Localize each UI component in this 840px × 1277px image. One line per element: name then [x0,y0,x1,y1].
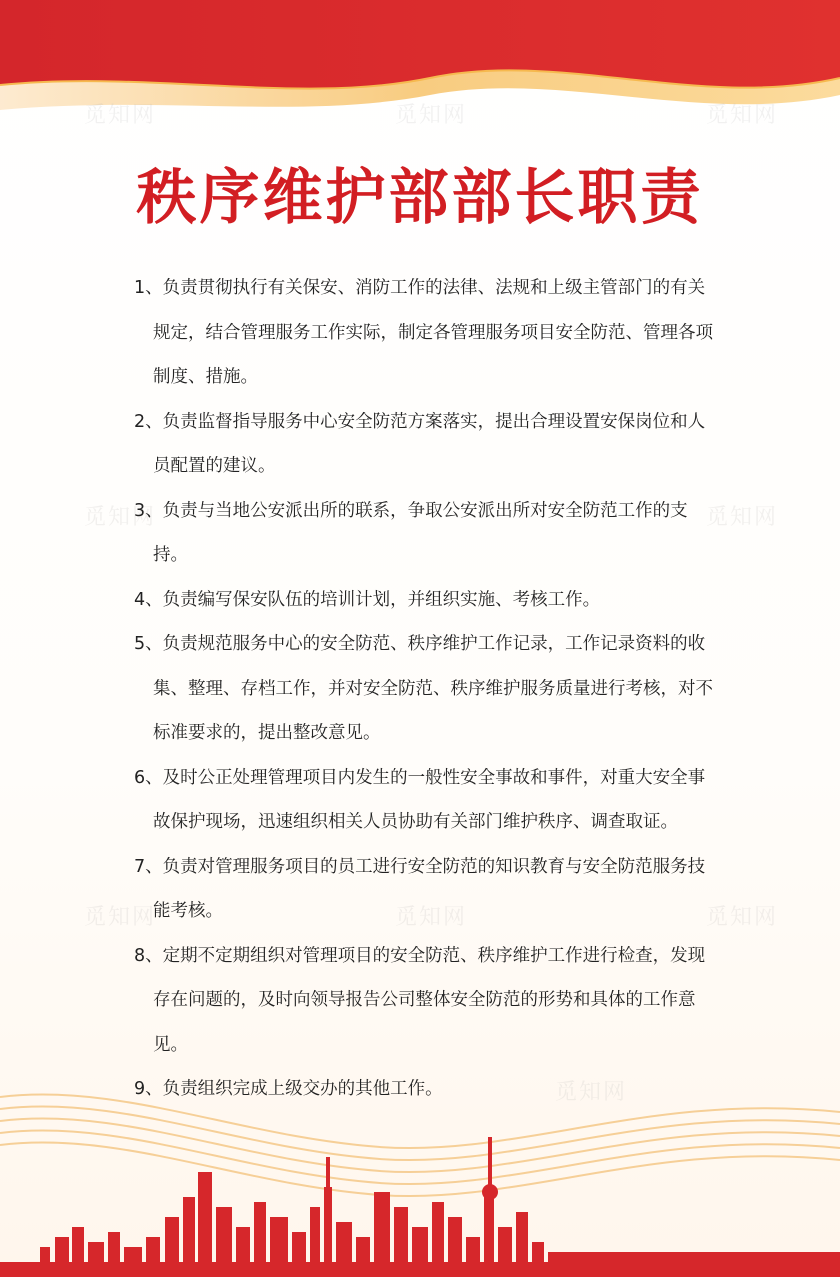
duty-item: 1、负责贯彻执行有关保安、消防工作的法律、法规和上级主管部门的有关规定，结合管理服务工作实际，制定各管理服务项目安全防范、管理各项制度、措施。 [134,278,713,387]
watermark: 觅知网 [395,103,468,128]
duty-item: 4、负责编写保安队伍的培训计划，并组织实施、考核工作。 [134,589,601,610]
duty-item: 7、负责对管理服务项目的员工进行安全防范的知识教育与安全防范服务技能考核。 [134,856,706,921]
watermark: 觅知网 [395,905,468,930]
watermark: 觅知网 [706,905,779,930]
poster-title: 秩序维护部部长职责 [136,163,704,233]
watermark: 觅知网 [706,505,779,530]
duty-item: 2、负责监督指导服务中心安全防范方案落实，提出合理设置安保岗位和人员配置的建议。 [134,411,706,476]
duty-item: 3、负责与当地公安派出所的联系，争取公安派出所对安全防范工作的支持。 [134,500,688,565]
duty-item: 9、负责组织完成上级交办的其他工作。 [134,1079,443,1099]
duty-item: 5、负责规范服务中心的安全防范、秩序维护工作记录，工作记录资料的收集、整理、存档工作，并对安全防范、秩序维护服务质量进行考核，对不标准要求的，提出整改意见。 [134,634,713,743]
duty-item: 8、定期不定期组织对管理项目的安全防范、秩序维护工作进行检查，发现存在问题的，及时向领导报告公司整体安全防范的形势和具体的工作意见。 [134,945,706,1055]
duty-list [134,266,714,1112]
watermark: 觅知网 [84,505,157,530]
duty-item: 6、及时公正处理管理项目内发生的一般性安全事故和事件，对重大安全事故保护现场，迅速组织相关人员协助有关部门维护秩序、调查取证。 [134,767,706,832]
watermark: 觅知网 [84,103,157,128]
watermark: 觅知网 [706,103,779,128]
city-skyline-decoration [0,1077,840,1277]
watermark: 觅知网 [84,905,157,930]
watermark: 觅知网 [555,1080,628,1105]
